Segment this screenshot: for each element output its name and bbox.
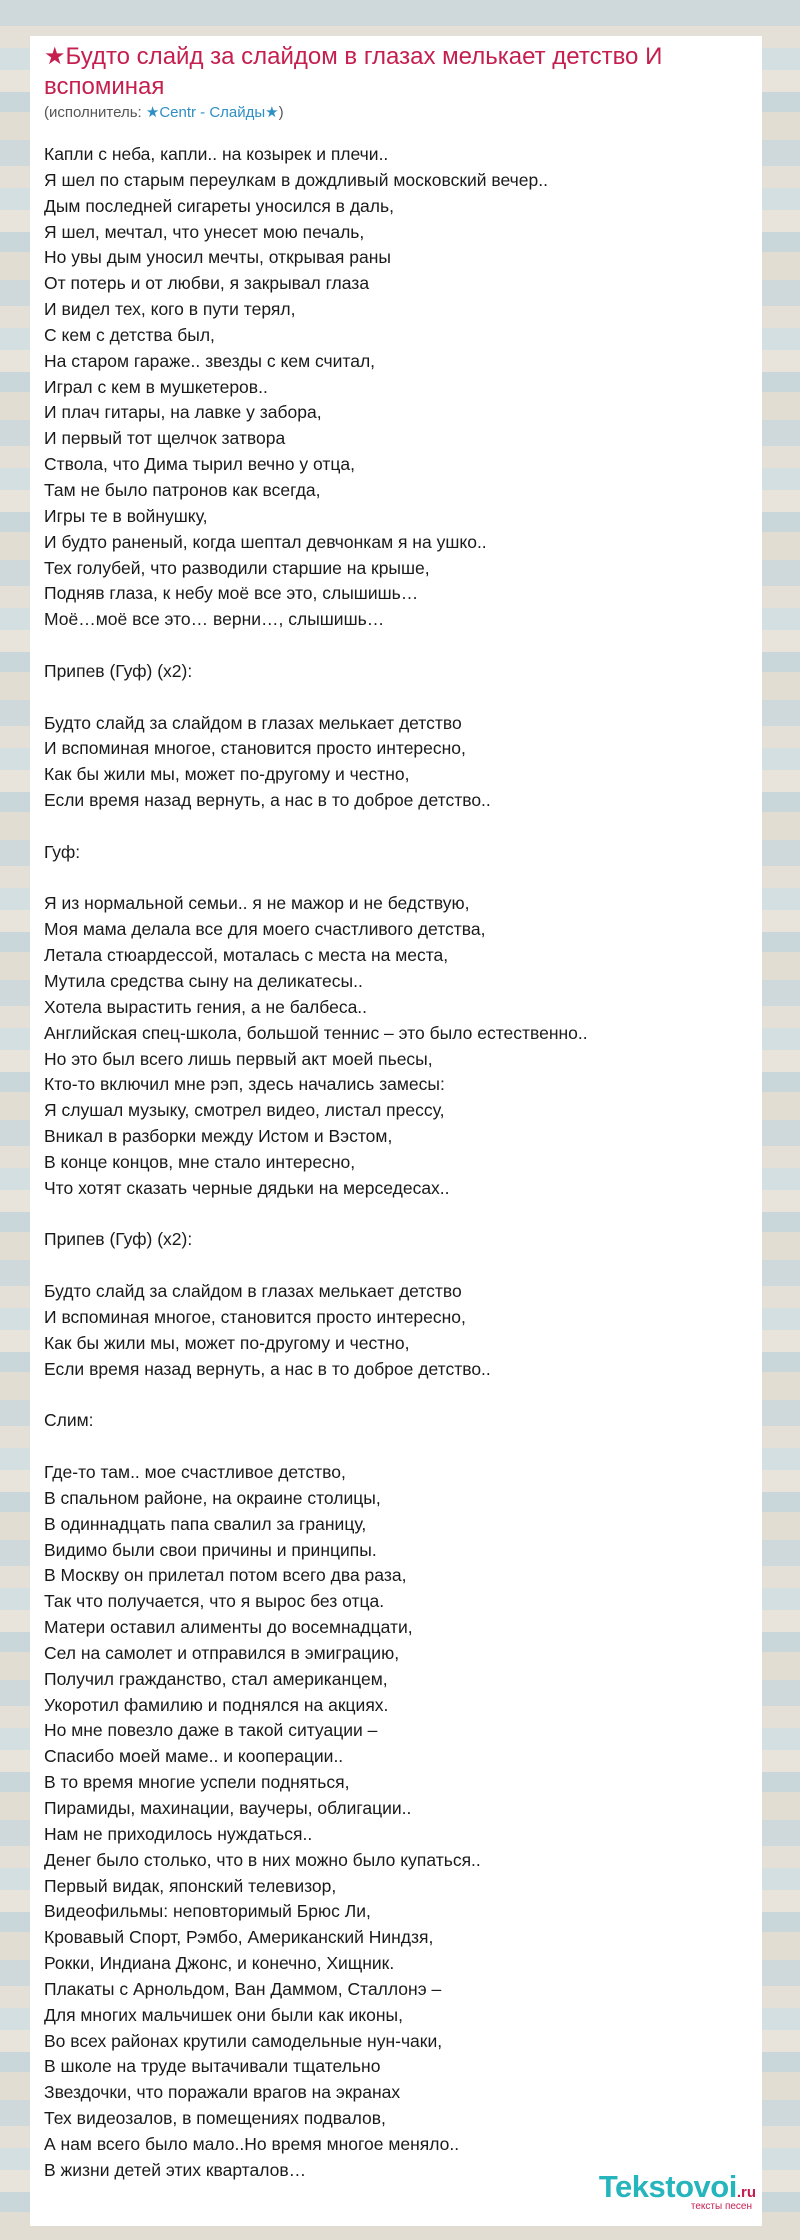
artist-line	[44, 104, 748, 122]
lyric-line: Матери оставил алименты до восемнадцати,	[44, 1617, 413, 1638]
lyric-line: Видимо были свои причины и принципы.	[44, 1539, 377, 1560]
lyric-line: И будто раненый, когда шептал девчонкам я на ушко..	[44, 531, 487, 552]
lyric-line: Что хотят сказать черные дядьки на мерседесах..	[44, 1177, 450, 1198]
lyric-line: В спальном районе, на окраине столицы,	[44, 1487, 381, 1508]
lyrics-text	[44, 142, 748, 2184]
lyric-line: Где-то там.. мое счастливое детство,	[44, 1462, 346, 1483]
lyric-line: Во всех районах крутили самодельные нун-чаки,	[44, 2030, 443, 2051]
lyric-line: Будто слайд за слайдом в глазах мелькает детство	[44, 1281, 462, 1302]
lyric-line: Ствола, что Дима тырил вечно у отца,	[44, 454, 355, 475]
lyric-line: И вспоминая многое, становится просто интересно,	[44, 1306, 466, 1327]
lyric-line: А нам всего было мало..Но время многое меняло..	[44, 2133, 460, 2154]
logo-tld: .ru	[736, 2184, 756, 2201]
lyric-line: Так что получается, что я вырос без отца.	[44, 1591, 385, 1612]
lyric-line: Летала стюардессой, моталась с места на места,	[44, 945, 449, 966]
lyric-line: Там не было патронов как всегда,	[44, 479, 321, 500]
lyric-line	[44, 1383, 748, 1409]
lyric-line: Но увы дым уносил мечты, открывая раны	[44, 247, 391, 268]
lyric-line: В одиннадцать папа свалил за границу,	[44, 1513, 367, 1534]
lyric-line	[44, 814, 748, 840]
lyric-line: И первый тот щелчок затвора	[44, 428, 286, 449]
lyric-line: Будто слайд за слайдом в глазах мелькает детство	[44, 712, 462, 733]
song-title: ★Будто слайд за слайдом в глазах мелькает детство И вспоминая	[44, 43, 663, 100]
lyric-line	[44, 1253, 748, 1279]
lyric-line: Первый видак, японский телевизор,	[44, 1875, 337, 1896]
logo-subtitle: тексты песен	[690, 2201, 752, 2212]
lyric-line: В школе на труде вытачивали тщательно	[44, 2056, 381, 2077]
lyric-line	[44, 633, 748, 659]
lyric-line: Играл с кем в мушкетеров..	[44, 376, 268, 397]
lyric-line: Гуф:	[44, 841, 81, 862]
lyric-line: Слим:	[44, 1410, 94, 1431]
lyric-line: Для многих мальчишек они были как иконы,	[44, 2004, 403, 2025]
lyric-line	[44, 685, 748, 711]
lyric-line: Если время назад вернуть, а нас в то доброе детство..	[44, 1358, 491, 1379]
lyric-line: Тех голубей, что разводили старшие на крыше,	[44, 557, 430, 578]
lyric-line: В конце концов, мне стало интересно,	[44, 1151, 356, 1172]
lyric-line: Пирамиды, махинации, ваучеры, облигации..	[44, 1798, 412, 1818]
site-logo[interactable]	[599, 2171, 756, 2212]
lyric-line: С кем с детства был,	[44, 324, 215, 345]
lyric-line: Мутила средства сыну на деликатесы..	[44, 971, 363, 991]
lyric-line: И видел тех, кого в пути терял,	[44, 299, 296, 320]
lyric-line	[44, 1434, 748, 1460]
lyric-line: Получил гражданство, стал американцем,	[44, 1668, 388, 1689]
lyric-line: Игры те в войнушку,	[44, 505, 208, 526]
lyric-line: Вникал в разборки между Истом и Вэстом,	[44, 1126, 393, 1147]
lyric-line: Денег было столько, что в них можно было купаться..	[44, 1849, 481, 1870]
lyric-line: Видеофильмы: неповторимый Брюс Ли,	[44, 1901, 371, 1922]
lyric-line: Нам не приходилось нуждаться..	[44, 1823, 313, 1844]
lyric-line: Английская спец-школа, большой теннис – это было естественно..	[44, 1022, 588, 1043]
lyric-line: Рокки, Индиана Джонс, и конечно, Хищник.	[44, 1953, 395, 1974]
lyric-line: Моя мама делала все для моего счастливого детства,	[44, 919, 486, 940]
lyric-line: И плач гитары, на лавке у забора,	[44, 402, 322, 423]
lyric-line: Припев (Гуф) (x2):	[44, 1229, 193, 1250]
lyric-line: От потерь и от любви, я закрывал глаза	[44, 273, 370, 294]
lyric-line: Я слушал музыку, смотрел видео, листал прессу,	[44, 1100, 445, 1121]
artist-link[interactable]: ★Centr - Слайды★	[145, 104, 279, 121]
lyric-line: На старом гараже.. звезды с кем считал,	[44, 350, 376, 371]
lyric-line: Тех видеозалов, в помещениях подвалов,	[44, 2108, 386, 2129]
lyric-line: В то время многие успели подняться,	[44, 1772, 350, 1793]
lyric-line: Укоротил фамилию и поднялся на акциях.	[44, 1694, 389, 1715]
lyric-line: Хотела вырастить гения, а не балбеса..	[44, 996, 368, 1017]
lyric-line	[44, 1202, 748, 1228]
lyric-line: И вспоминая многое, становится просто интересно,	[44, 738, 466, 759]
lyric-line: Плакаты с Арнольдом, Ван Даммом, Сталлонэ –	[44, 1978, 442, 1999]
lyric-line: Я шел по старым переулкам в дождливый московский вечер..	[44, 169, 548, 190]
lyric-line: Сел на самолет и отправился в эмиграцию,	[44, 1642, 400, 1663]
lyric-line: Кто-то включил мне рэп, здесь начались замесы:	[44, 1074, 445, 1095]
artist-suffix: )	[278, 104, 284, 121]
lyric-line: Я шел, мечтал, что унесет мою печаль,	[44, 221, 365, 242]
lyric-line: Но это был всего лишь первый акт моей пьесы,	[44, 1048, 433, 1069]
lyric-line: Подняв глаза, к небу моё все это, слышишь…	[44, 583, 419, 604]
lyric-line	[44, 866, 748, 892]
lyric-line: Я из нормальной семьи.. я не мажор и не бедствую,	[44, 893, 470, 914]
lyric-line: Припев (Гуф) (x2):	[44, 660, 193, 681]
lyric-line: В Москву он прилетал потом всего два раза,	[44, 1565, 407, 1586]
lyric-line: Как бы жили мы, может по-другому и честно,	[44, 1332, 410, 1353]
lyric-line: Если время назад вернуть, а нас в то доброе детство..	[44, 790, 491, 811]
lyric-line: Кровавый Спорт, Рэмбо, Американский Ниндзя,	[44, 1927, 434, 1948]
lyric-line: Как бы жили мы, может по-другому и честно,	[44, 764, 410, 785]
lyric-line: Но мне повезло даже в такой ситуации –	[44, 1720, 378, 1741]
lyric-line: Капли с неба, капли.. на козырек и плечи..	[44, 144, 389, 164]
lyric-line: Моё…моё все это… верни…, слышишь…	[44, 609, 385, 630]
lyric-line: Звездочки, что поражали врагов на экранах	[44, 2082, 401, 2103]
lyric-line: В жизни детей этих кварталов…	[44, 2159, 307, 2180]
artist-prefix: (исполнитель:	[44, 104, 146, 121]
lyric-line: Спасибо моей маме.. и кооперации..	[44, 1746, 344, 1767]
logo-main: Tekstovoi	[598, 2169, 737, 2204]
lyric-line: Дым последней сигареты уносился в даль,	[44, 195, 394, 216]
lyrics-card	[30, 36, 762, 2226]
